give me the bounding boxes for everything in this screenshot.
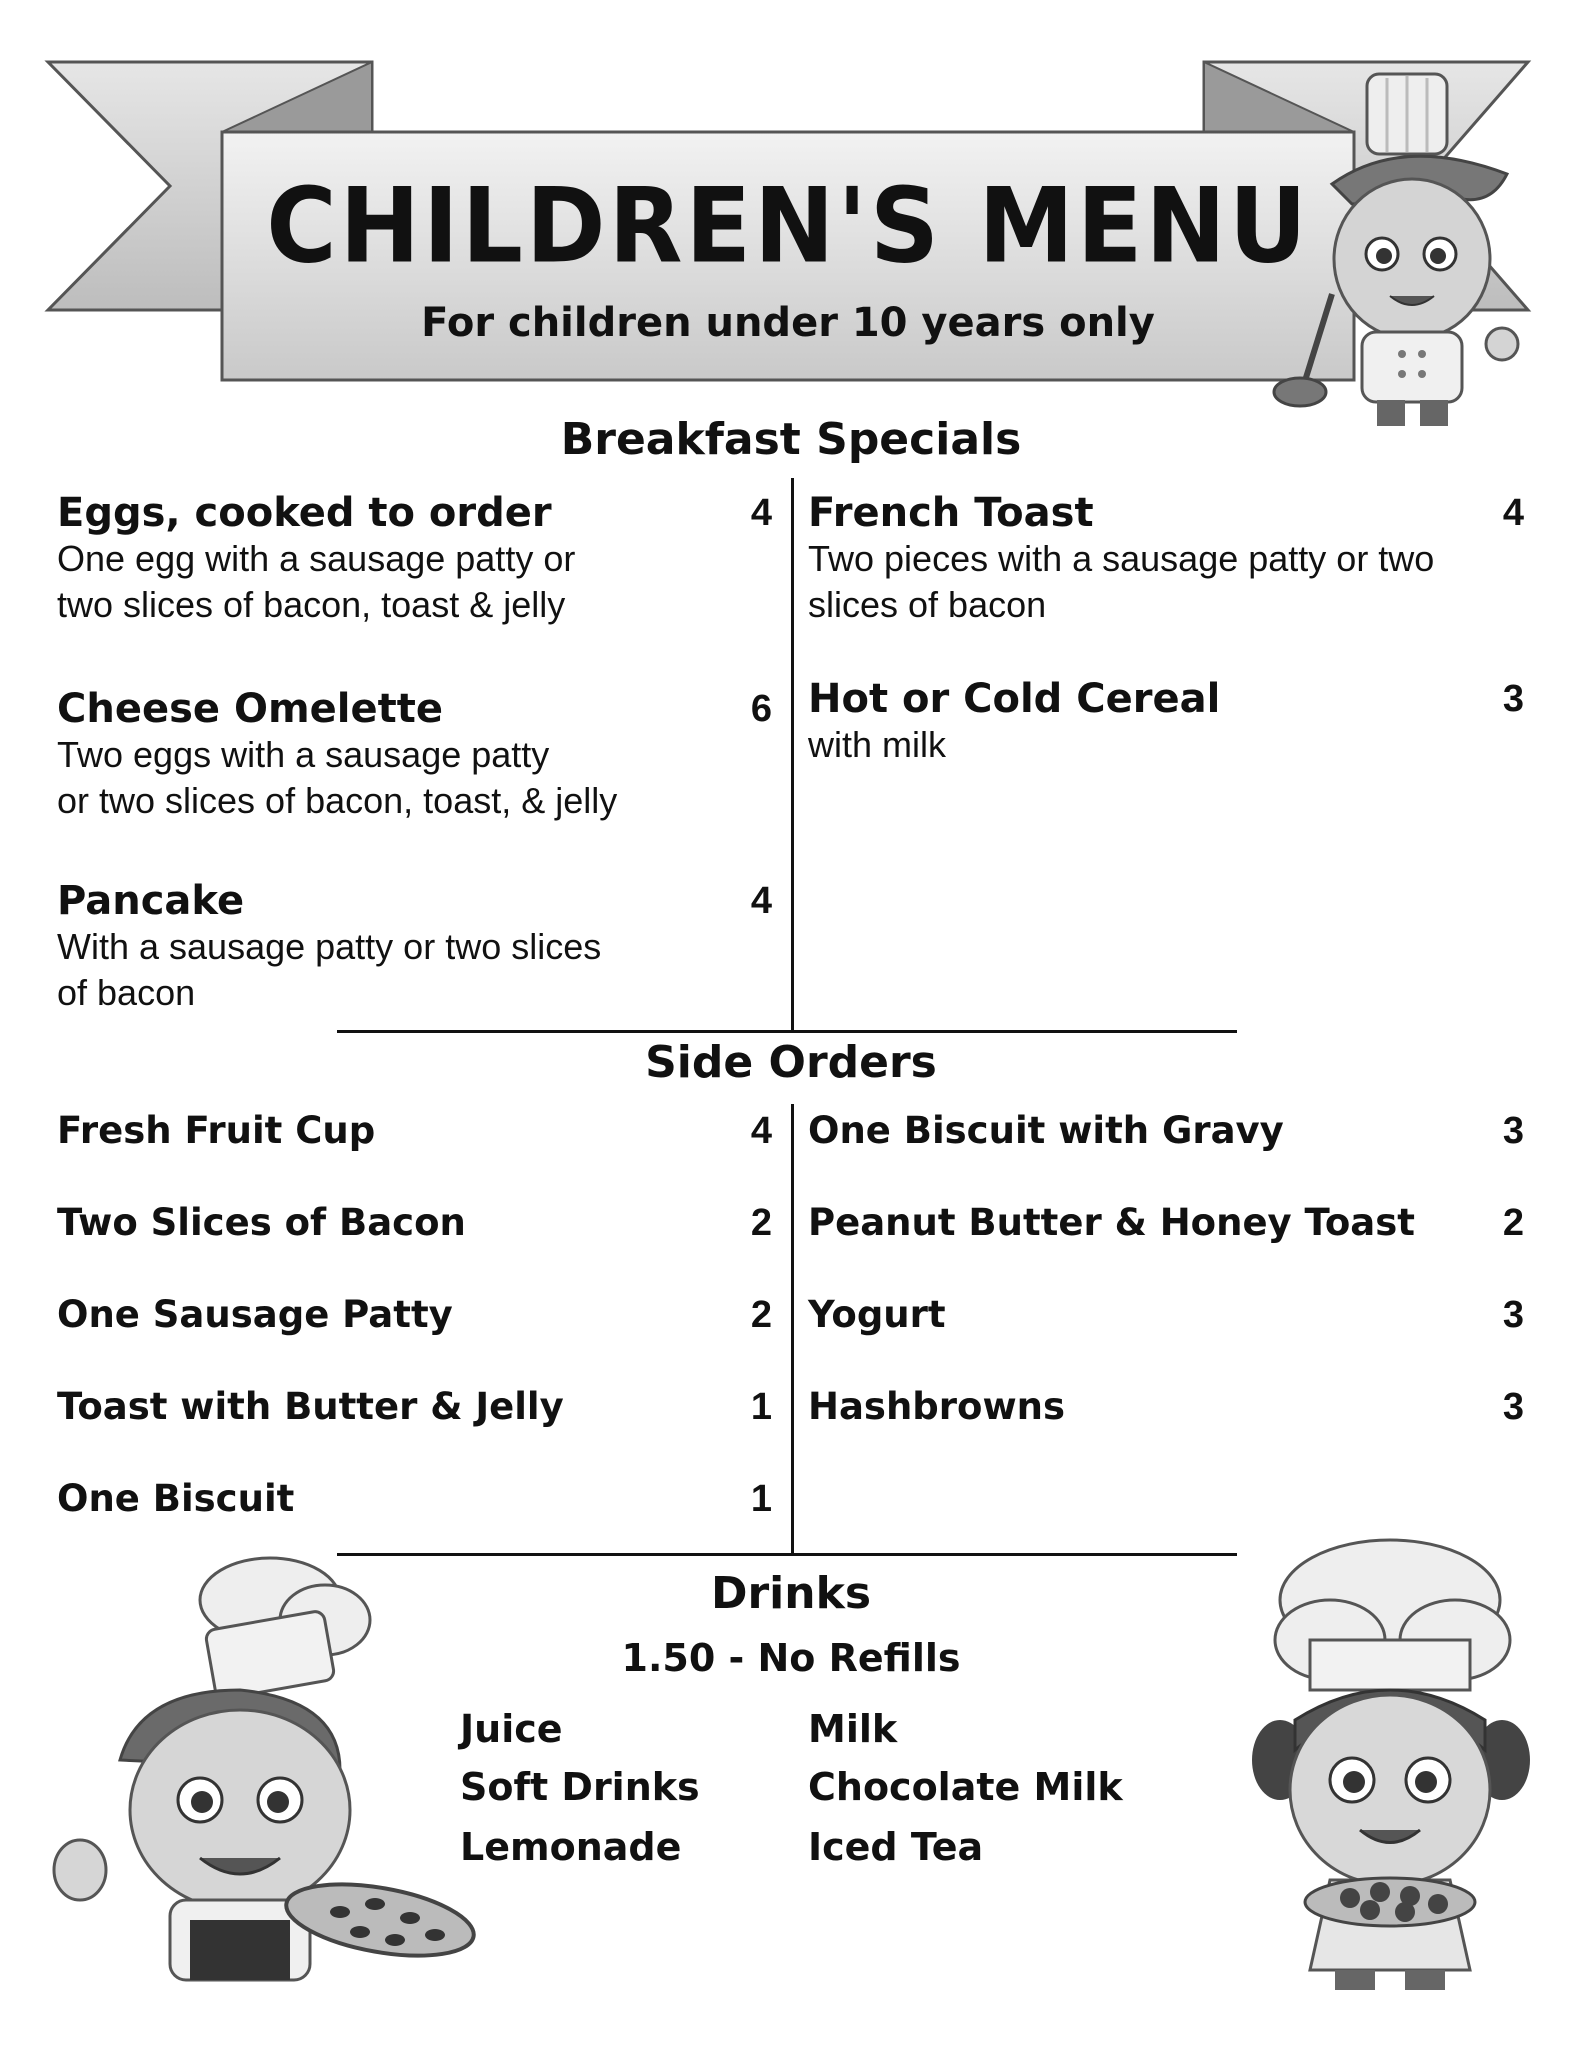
section-divider xyxy=(337,1030,1237,1033)
drinks-price-note: 1.50 - No Refills xyxy=(621,1636,961,1680)
menu-title: CHILDREN'S MENU xyxy=(266,165,1310,287)
item-desc-line: One egg with a sausage patty or xyxy=(57,538,576,579)
side-item-price: 1 xyxy=(750,1478,772,1520)
drinks-heading: Drinks xyxy=(710,1568,872,1619)
breakfast-heading: Breakfast Specials xyxy=(560,414,1022,465)
item-price: 4 xyxy=(750,880,772,922)
chef-boy-pizza-illustration xyxy=(40,1540,480,2000)
side-item-name: Toast with Butter & Jelly xyxy=(57,1385,564,1428)
side-item-price: 4 xyxy=(750,1110,772,1152)
item-name: Hot or Cold Cereal xyxy=(808,676,1221,722)
side-item-price: 1 xyxy=(750,1386,772,1428)
item-price: 4 xyxy=(1502,492,1524,534)
item-desc-line: or two slices of bacon, toast, & jelly xyxy=(57,780,618,821)
item-desc-line: With a sausage patty or two slices xyxy=(57,926,602,967)
item-desc-line: two slices of bacon, toast & jelly xyxy=(57,584,566,625)
item-price: 6 xyxy=(750,688,772,730)
sides-heading: Side Orders xyxy=(645,1037,937,1088)
item-desc-line: Two eggs with a sausage patty xyxy=(57,734,550,775)
side-item-name: One Biscuit xyxy=(57,1477,295,1520)
side-item-name: Peanut Butter & Honey Toast xyxy=(808,1201,1415,1244)
side-item-price: 2 xyxy=(750,1202,772,1244)
drink-item: Milk xyxy=(808,1707,898,1751)
drink-item: Iced Tea xyxy=(808,1825,984,1869)
item-name: Cheese Omelette xyxy=(57,686,443,732)
breakfast-divider xyxy=(791,478,794,1032)
menu-subtitle: For children under 10 years only xyxy=(421,300,1155,346)
menu-item xyxy=(57,878,697,1016)
menu-item xyxy=(57,490,697,628)
menu-item xyxy=(808,490,1488,628)
item-name: Pancake xyxy=(57,878,245,924)
side-item-price: 3 xyxy=(1502,1110,1524,1152)
drink-item: Soft Drinks xyxy=(460,1765,700,1809)
side-item-name: One Biscuit with Gravy xyxy=(808,1109,1284,1152)
menu-item xyxy=(808,676,1488,768)
side-item-price: 3 xyxy=(1502,1386,1524,1428)
side-item-name: Hashbrowns xyxy=(808,1385,1065,1428)
side-item-price: 2 xyxy=(1502,1202,1524,1244)
drink-item: Juice xyxy=(460,1707,563,1751)
side-item-name: Fresh Fruit Cup xyxy=(57,1109,376,1152)
item-price: 4 xyxy=(750,492,772,534)
chef-girl-cookies-illustration xyxy=(1240,1530,1540,2000)
item-desc-line: with milk xyxy=(808,724,947,765)
drink-item: Chocolate Milk xyxy=(808,1765,1123,1809)
chef-boy-ladle-illustration xyxy=(1262,64,1532,434)
side-item-price: 3 xyxy=(1502,1294,1524,1336)
sides-divider xyxy=(791,1104,794,1556)
item-price: 3 xyxy=(1502,678,1524,720)
item-desc-line: Two pieces with a sausage patty or two xyxy=(808,538,1435,579)
item-desc-line: of bacon xyxy=(57,972,196,1013)
side-item-name: Two Slices of Bacon xyxy=(57,1201,466,1244)
item-name: Eggs, cooked to order xyxy=(57,490,552,536)
menu-item xyxy=(57,686,697,824)
drink-item: Lemonade xyxy=(460,1825,682,1869)
side-item-name: One Sausage Patty xyxy=(57,1293,453,1336)
item-desc-line: slices of bacon xyxy=(808,584,1047,625)
item-name: French Toast xyxy=(808,490,1094,536)
side-item-price: 2 xyxy=(750,1294,772,1336)
side-item-name: Yogurt xyxy=(808,1293,946,1336)
